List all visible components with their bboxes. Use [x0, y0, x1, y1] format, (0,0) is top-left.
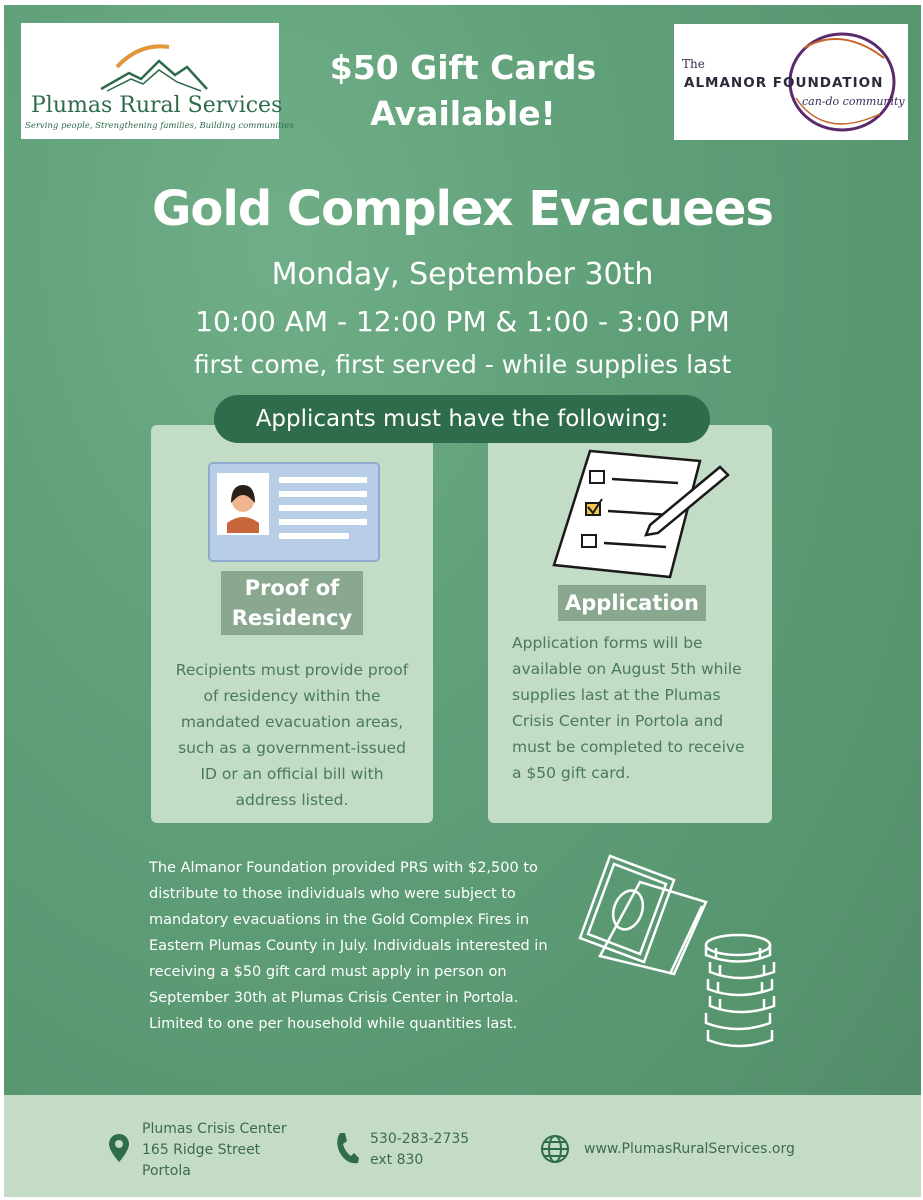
program-description: The Almanor Foundation provided PRS with $2,500 to distribute to those individuals who were subject to mandatory evacuations in the Gold Complex Fires in Eastern Plumas County in July. Individuals interested in receiving a $50 gift card must apply in person on September 30th at Plumas Crisis Center in Portola. Limited to one per household while quantities last. [149, 860, 548, 1032]
footer-website: www.PlumasRuralServices.org [584, 1141, 795, 1157]
almanor-the: The [682, 57, 705, 71]
application-text: Application forms will be available on August 5th while supplies last at the Plumas Crisis Center in Portola and must be completed to receive a $50 gift card. [512, 634, 745, 782]
application-label: Application [558, 585, 706, 621]
location-line-3: Portola [142, 1163, 191, 1179]
mountain-logo-icon [99, 37, 209, 93]
checklist-pen-icon [550, 449, 730, 579]
application-card [488, 425, 772, 823]
event-date: Monday, September 30th [271, 257, 654, 292]
almanor-name: ALMANOR FOUNDATION [684, 75, 884, 91]
gift-line-2: Available! [370, 94, 556, 133]
money-coins-icon [570, 850, 790, 1065]
gift-line-1: $50 Gift Cards [329, 48, 597, 87]
location-line-2: 165 Ridge Street [142, 1142, 261, 1158]
prs-tagline: Serving people, Strengthening families, Building communities [25, 121, 294, 131]
footer [4, 1095, 921, 1197]
footer-phone [370, 1129, 469, 1171]
prs-name: Plumas Rural Services [31, 93, 283, 118]
phone-icon [334, 1131, 360, 1165]
proof-of-residency-label [221, 571, 363, 635]
proof-label-line-1: Proof of [244, 576, 340, 600]
proof-label-line-2: Residency [231, 606, 353, 630]
proof-of-residency-card [151, 425, 433, 823]
flyer [4, 5, 921, 1197]
event-time: 10:00 AM - 12:00 PM & 1:00 - 3:00 PM [195, 305, 730, 338]
requirements-heading: Applicants must have the following: [214, 395, 710, 443]
page-title: Gold Complex Evacuees [152, 181, 773, 237]
gift-card-heading [304, 45, 622, 137]
phone-extension: ext 830 [370, 1152, 424, 1168]
id-card-icon [207, 461, 381, 563]
location-line-1: Plumas Crisis Center [142, 1121, 287, 1137]
footer-location [142, 1119, 287, 1182]
phone-number: 530-283-2735 [370, 1131, 470, 1147]
plumas-rural-services-logo [21, 23, 294, 139]
globe-icon [540, 1134, 570, 1164]
almanor-tagline: can-do community [802, 95, 905, 108]
almanor-foundation-logo [674, 24, 908, 140]
location-pin-icon [108, 1133, 130, 1163]
availability-note: first come, first served - while supplies last [193, 350, 732, 379]
proof-of-residency-text: Recipients must provide proof of residency within the mandated evacuation areas, such as a government-issued ID or an official bill with address listed. [175, 661, 409, 809]
